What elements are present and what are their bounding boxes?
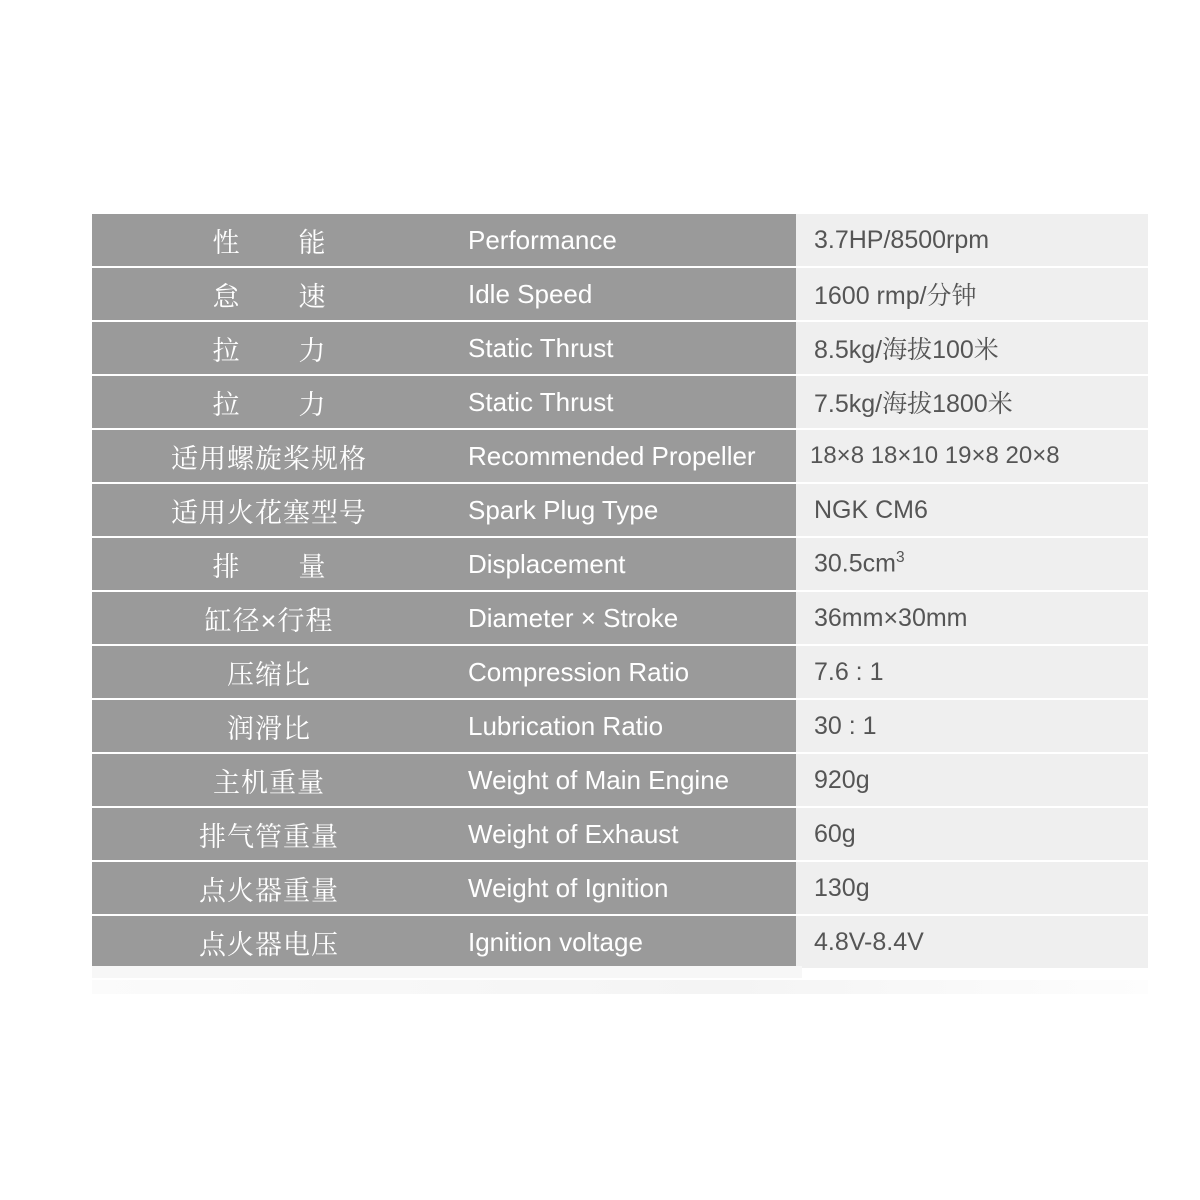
table-row <box>92 538 1148 590</box>
spec-label-cn: 压缩比 <box>92 646 446 698</box>
spec-value-displacement: $30.5cm^3$ <box>796 538 1148 590</box>
spec-label-en: Diameter × Stroke <box>446 592 796 644</box>
table-row <box>92 592 1148 644</box>
table-row <box>92 862 1148 914</box>
specification-table <box>92 212 1148 970</box>
table-row <box>92 700 1148 752</box>
table-row <box>92 376 1148 428</box>
spec-label-en: Idle Speed <box>446 268 796 320</box>
spec-label-cn: 主机重量 <box>92 754 446 806</box>
spec-label-en: Ignition voltage <box>446 916 796 968</box>
table-row <box>92 214 1148 266</box>
spec-label-en: Compression Ratio <box>446 646 796 698</box>
spec-label-cn: 拉 力 <box>92 322 446 374</box>
spec-value: 1600 rmp/分钟 <box>796 268 1148 320</box>
spec-label-cn: 性 能 <box>92 214 446 266</box>
spec-label-en: Weight of Ignition <box>446 862 796 914</box>
spec-label-en: Recommended Propeller <box>446 430 796 482</box>
spec-label-en: Spark Plug Type <box>446 484 796 536</box>
table-bottom-edge <box>92 980 1148 994</box>
spec-label-en: Static Thrust <box>446 376 796 428</box>
table-row <box>92 430 1148 482</box>
spec-value: 7.6 : 1 <box>796 646 1148 698</box>
spec-label-cn: 点火器电压 <box>92 916 446 968</box>
spec-value: 7.5kg/海拔1800米 <box>796 376 1148 428</box>
spec-value: 18×8 18×10 19×8 20×8 <box>796 430 1148 482</box>
spec-label-en: Static Thrust <box>446 322 796 374</box>
spec-value: 30 : 1 <box>796 700 1148 752</box>
spec-value: 4.8V-8.4V <box>796 916 1148 968</box>
spec-label-en: Weight of Main Engine <box>446 754 796 806</box>
spec-label-en: Lubrication Ratio <box>446 700 796 752</box>
spec-value: 60g <box>796 808 1148 860</box>
table-row <box>92 322 1148 374</box>
spec-label-cn: 拉 力 <box>92 376 446 428</box>
spec-value: 8.5kg/海拔100米 <box>796 322 1148 374</box>
table-bottom-edge-upper <box>92 966 802 978</box>
spec-value: 920g <box>796 754 1148 806</box>
spec-value: 36mm×30mm <box>796 592 1148 644</box>
spec-label-cn: 排 量 <box>92 538 446 590</box>
spec-value: 130g <box>796 862 1148 914</box>
table-row <box>92 268 1148 320</box>
table-row <box>92 754 1148 806</box>
spec-value: NGK CM6 <box>796 484 1148 536</box>
table-row <box>92 646 1148 698</box>
spec-label-cn: 适用螺旋桨规格 <box>92 430 446 482</box>
spec-label-en: Performance <box>446 214 796 266</box>
spec-label-cn: 点火器重量 <box>92 862 446 914</box>
spec-label-cn: 缸径×行程 <box>92 592 446 644</box>
spec-value: 3.7HP/8500rpm <box>796 214 1148 266</box>
spec-label-cn: 润滑比 <box>92 700 446 752</box>
table-row <box>92 808 1148 860</box>
spec-label-en: Weight of Exhaust <box>446 808 796 860</box>
spec-label-cn: 适用火花塞型号 <box>92 484 446 536</box>
spec-label-en: Displacement <box>446 538 796 590</box>
spec-label-cn: 怠 速 <box>92 268 446 320</box>
table-row <box>92 916 1148 968</box>
table-row <box>92 484 1148 536</box>
spec-label-cn: 排气管重量 <box>92 808 446 860</box>
specification-table-body <box>92 214 1148 968</box>
